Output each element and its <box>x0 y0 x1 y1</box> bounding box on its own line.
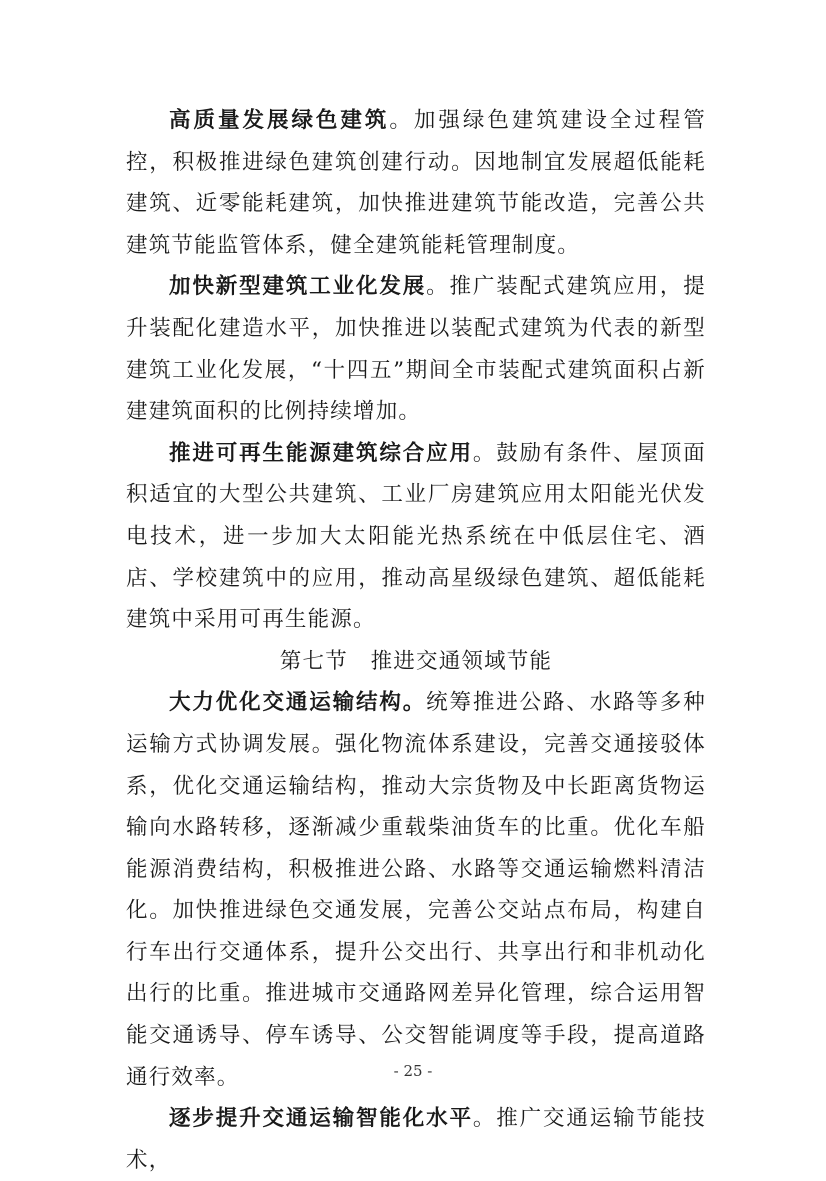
paragraph-heading: 大力优化交通运输结构。 <box>169 690 427 716</box>
paragraph-heading: 逐步提升交通运输智能化水平 <box>169 1106 473 1132</box>
paragraph-body: 。加强绿色建筑建设全过程管控，积极推进绿色建筑创建行动。因地制宜发展超低能耗建筑、近零能耗建筑，加快推进建筑节能改造，完善公共建筑节能监管体系，健全建筑能耗管理制度。 <box>126 108 706 258</box>
paragraph-industrialization <box>126 266 706 432</box>
paragraph-body: 。推广交通运输节能技术， <box>126 1106 706 1173</box>
paragraph-body: 。鼓励有条件、屋顶面积适宜的大型公共建筑、工业厂房建筑应用太阳能光伏发电技术，进一步加大太阳能光热系统在中低层住宅、酒店、学校建筑中的应用，推动高星级绿色建筑、超低能耗建筑中采用可再生能源。 <box>126 440 706 633</box>
document-page <box>126 100 706 1181</box>
paragraph-transport-structure <box>126 682 706 1098</box>
section-title: 第七节 推进交通领域节能 <box>279 648 553 674</box>
paragraph-green-building <box>126 100 706 266</box>
paragraph-heading: 推进可再生能源建筑综合应用 <box>169 440 473 466</box>
paragraph-heading: 加快新型建筑工业化发展 <box>169 274 427 300</box>
paragraph-heading: 高质量发展绿色建筑 <box>169 108 390 133</box>
paragraph-body: 统筹推进公路、水路等多种运输方式协调发展。强化物流体系建设，完善交通接驳体系，优化交通运输结构，推动大宗货物及中长距离货物运输向水路转移，逐渐减少重载柴油货车的比重。优化车船能源消费结构，积极推进公路、水路等交通运输燃料清洁化。加快推进绿色交通发展，完善公交站点布局，构建自行车出行交通体系，提升公交出行、共享出行和非机动化出行的比重。推进城市交通路网差异化管理，综合运用智能交通诱导、停车诱导、公交智能调度等手段，提高道路通行效率。 <box>126 690 707 1090</box>
paragraph-renewable-energy <box>126 433 706 641</box>
page-number: - 25 - <box>393 1062 433 1080</box>
paragraph-body: 。推广装配式建筑应用，提升装配化建造水平，加快推进以装配式建筑为代表的新型建筑工业化发展，“十四五”期间全市装配式建筑面积占新建建筑面积的比例持续增加。 <box>126 274 707 425</box>
